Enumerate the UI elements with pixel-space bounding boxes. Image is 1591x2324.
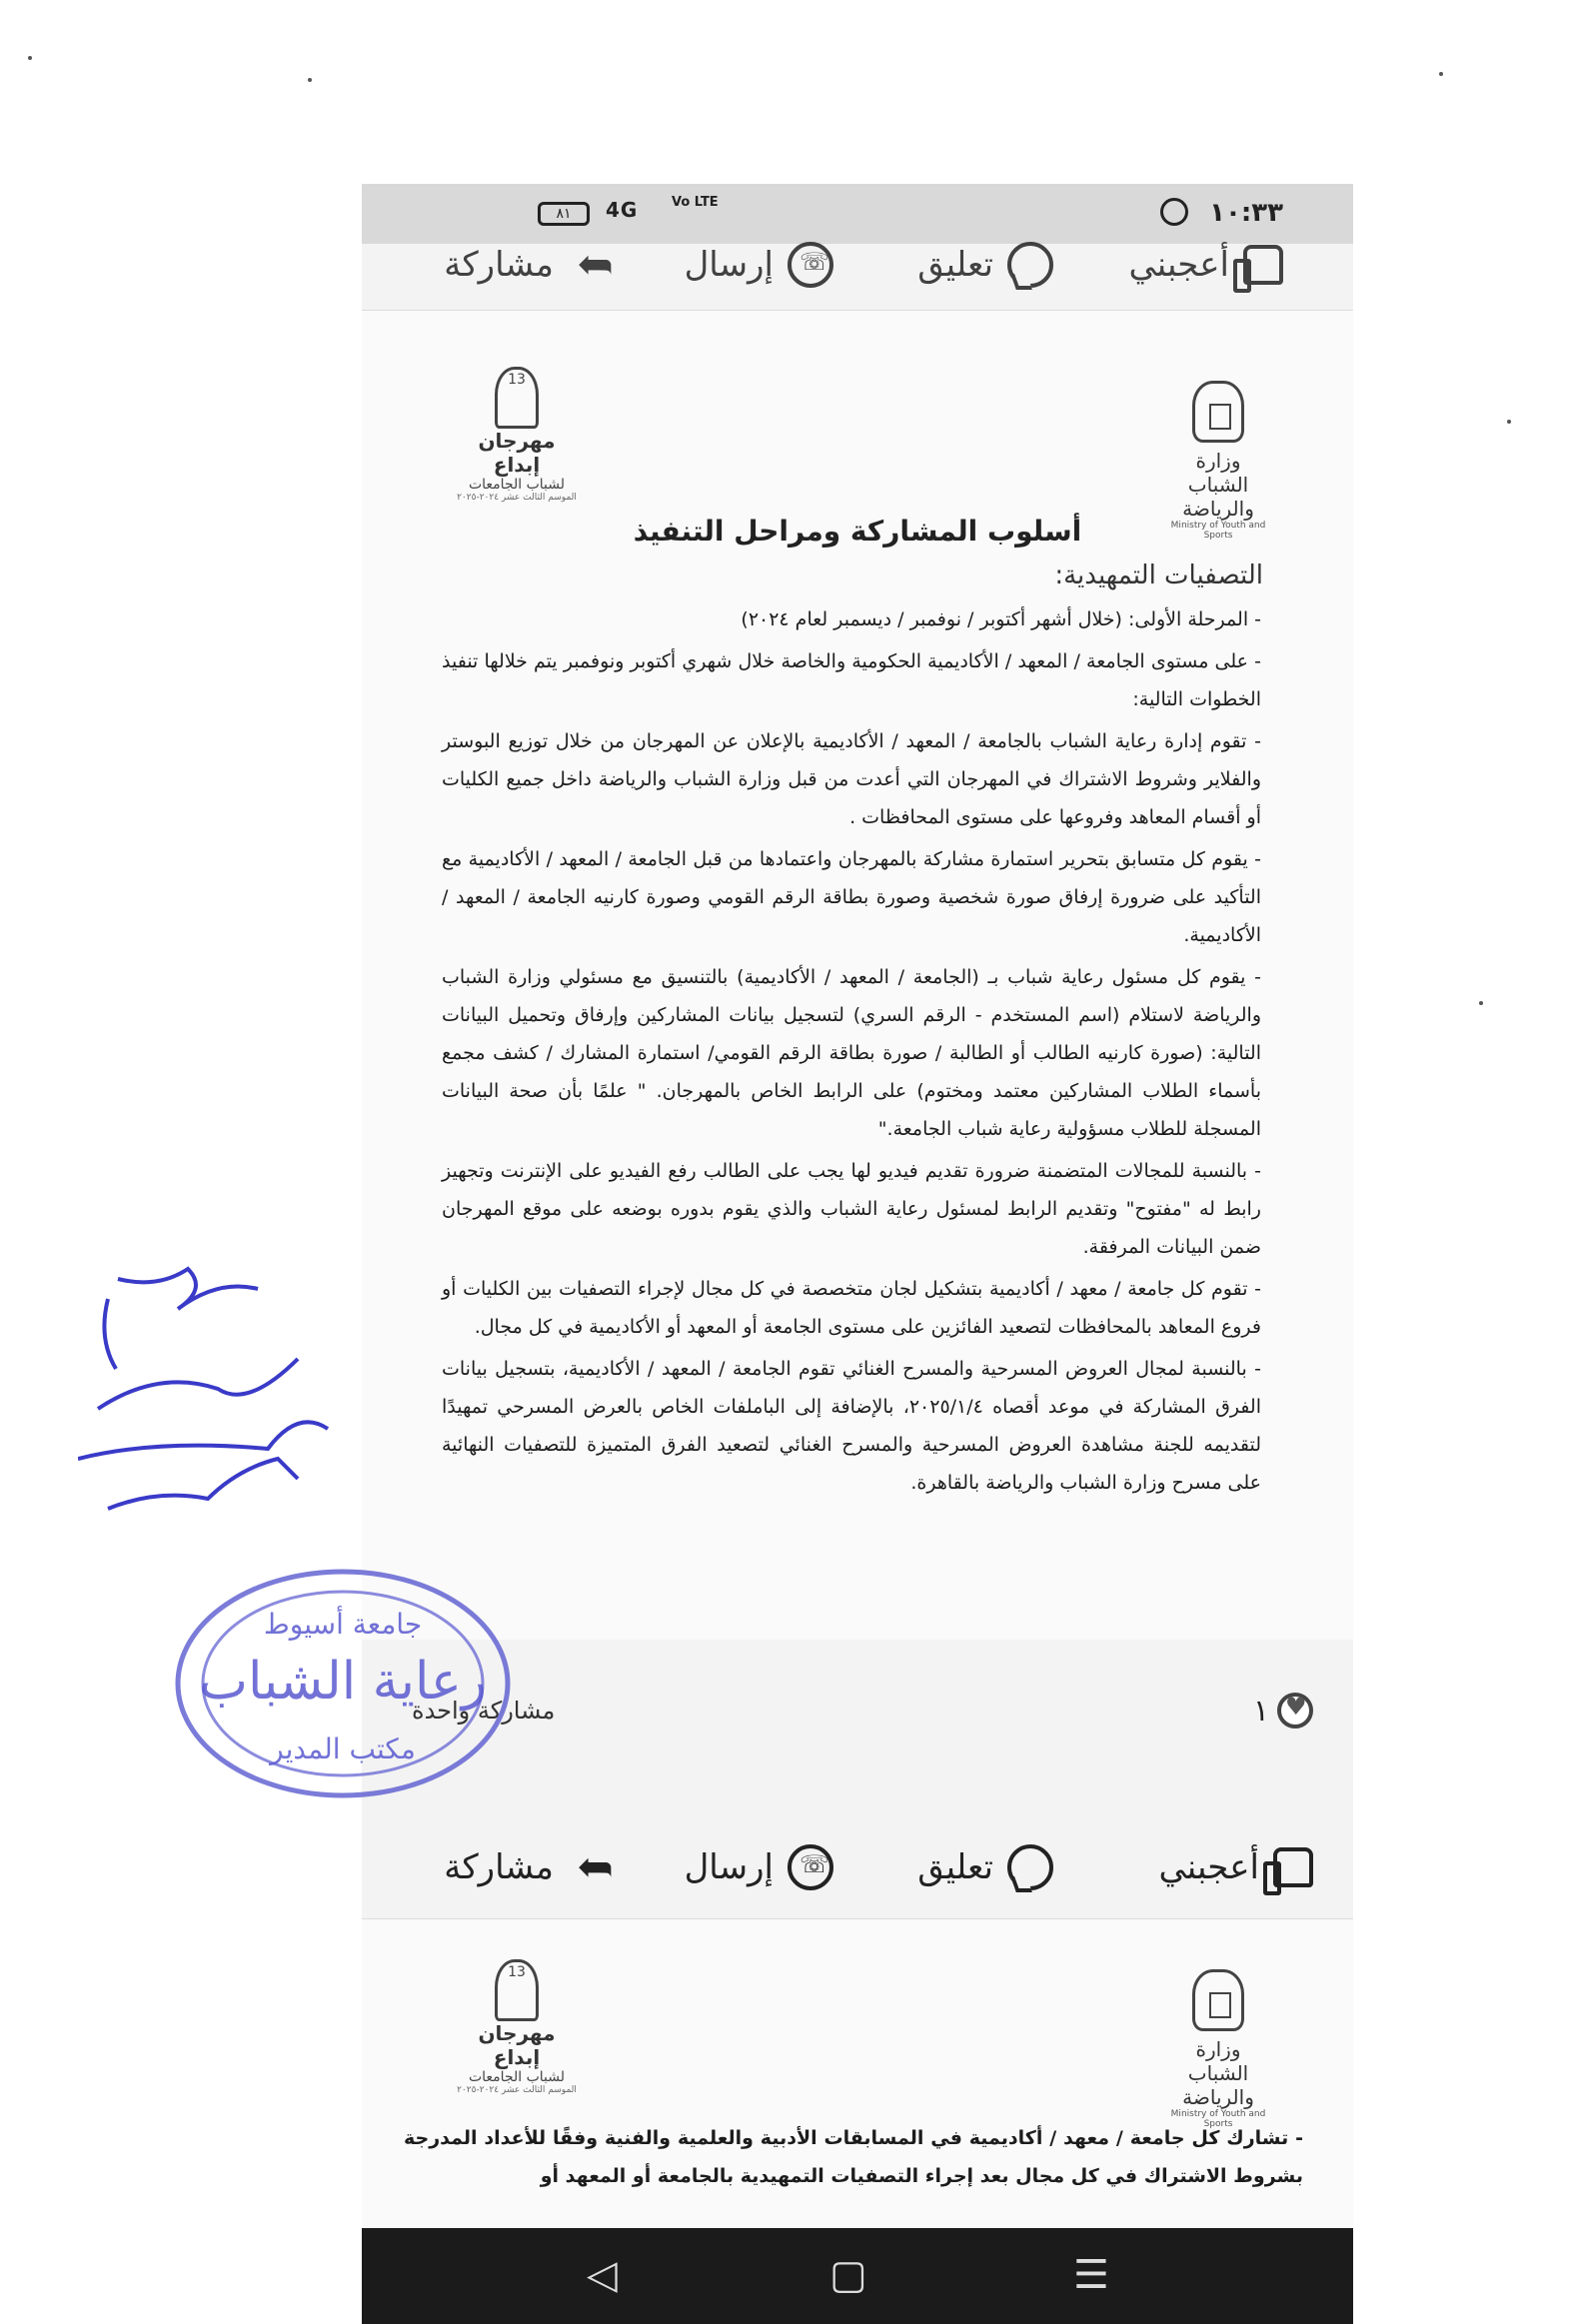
festival-logo	[452, 1959, 582, 2095]
document-title: أسلوب المشاركة ومراحل التنفيذ	[633, 515, 1082, 548]
handwritten-signature	[78, 1259, 338, 1589]
like-count: ١	[1252, 1693, 1269, 1729]
reaction-count[interactable]	[1253, 1693, 1313, 1729]
festival-subtitle: لشباب الجامعات	[468, 477, 566, 493]
scan-speck	[1479, 1001, 1483, 1005]
svg-text:جامعة أسيوط: جامعة أسيوط	[263, 1608, 423, 1641]
festival-logo	[452, 367, 582, 503]
scan-speck	[28, 56, 32, 60]
document-body	[442, 600, 1261, 1506]
comment-label: تعليق	[917, 1847, 993, 1887]
svg-text:رعاية الشباب: رعاية الشباب	[198, 1652, 488, 1712]
post-image-card[interactable]	[362, 310, 1353, 1640]
festival-season: الموسم الثالث عشر ٢٠٢٤-٢٠٢٥	[457, 493, 577, 503]
ministry-name-en: Ministry of Youth and Sports	[1170, 521, 1266, 541]
signal-icon: 4G	[606, 198, 639, 222]
scan-speck	[308, 78, 312, 82]
festival-name: مهرجان إبداع	[478, 429, 556, 477]
paragraph: - على مستوى الجامعة / المعهد / الأكاديمية الحكومية والخاصة خلال شهري أكتوبر ونوفمبر يتم خلالها تنفيذ الخطوات التالية:	[442, 650, 1261, 710]
battery-icon: ٨١	[538, 202, 590, 226]
festival-subtitle: لشباب الجامعات	[468, 2069, 566, 2085]
festival-name: مهرجان إبداع	[478, 2021, 556, 2069]
phone-screenshot	[362, 184, 1353, 2324]
document-body-2	[404, 2119, 1303, 2199]
paragraph: - يقوم كل متسابق بتحرير استمارة مشاركة بالمهرجان واعتمادها من قبل الجامعة / المعهد / الأكاديمية مع التأكيد على ضرورة إرفاق صورة شخصية وصورة بطاقة الرقم القومي وصورة كارنيه الجامعة / المعهد / الأكاديمية.	[442, 848, 1261, 946]
festival-season: الموسم الثالث عشر ٢٠٢٤-٢٠٢٥	[457, 2085, 577, 2095]
android-nav-bar	[362, 2228, 1353, 2324]
share-label: مشاركة	[444, 1847, 554, 1887]
ministry-name: وزارة الشباب والرياضة	[1182, 2037, 1254, 2109]
comment-button[interactable]	[917, 1832, 1053, 1902]
paragraph: - بالنسبة للمجالات المتضمنة ضرورة تقديم فيديو لها يجب على الطالب رفع الفيديو على الإنترنت وتجهيز رابط له "مفتوح" وتقديم الرابط لمسئول رعاية الشباب والذي يقوم بدوره بوضعه على موقع المهرجان ضمن البيانات المرفقة.	[442, 1160, 1261, 1258]
share-button[interactable]	[444, 1832, 614, 1902]
home-icon[interactable]: ▢	[829, 2252, 867, 2298]
ministry-name-en: Ministry of Youth and Sports	[1170, 2109, 1266, 2129]
ministry-name: وزارة الشباب والرياضة	[1182, 449, 1254, 521]
eagle-emblem-icon	[1192, 1969, 1244, 2031]
paragraph: - المرحلة الأولى: (خلال أشهر أكتوبر / نوفمبر / ديسمبر لعام ٢٠٢٤)	[741, 608, 1261, 630]
paragraph: - بالنسبة لمجال العروض المسرحية والمسرح الغنائي تقوم الجامعة / المعهد / الأكاديمية، بتسجيل بيانات الفرق المشاركة في موعد أقصاه ٢٠٢٥/١/٤، بالإضافة إلى الباملفات الخاص بالعرض المسرحي تمهيدًا لتقديمه للجنة مشاهدة العروض المسرحية والمسرح الغنائي لتصعيد الفرق المتميزة للتصفيات النهائية على مسرح وزارة الشباب والرياضة بالقاهرة.	[442, 1358, 1261, 1494]
back-icon[interactable]: ◁	[587, 2252, 618, 2298]
ministry-logo	[1163, 1969, 1273, 2129]
university-stamp	[168, 1559, 518, 1808]
comment-button-top[interactable]	[917, 230, 1053, 300]
send-button[interactable]	[685, 1832, 833, 1902]
thumbs-up-icon	[1273, 1847, 1313, 1887]
send-label: إرسال	[684, 1847, 774, 1887]
svg-text:مكتب المدير: مكتب المدير	[270, 1733, 416, 1765]
festival-badge-icon: 13	[495, 1959, 539, 2021]
volte-icon: Vo LTE	[672, 195, 719, 210]
share-button-top[interactable]	[444, 230, 614, 300]
section-heading: التصفيات التمهيدية:	[1054, 561, 1263, 590]
paragraph: - تقوم إدارة رعاية الشباب بالجامعة / المعهد / الأكاديمية بالإعلان عن المهرجان من خلال توزيع البوستر والفلاير وشروط الاشتراك في المهرجان التي أعدت من قبل وزارة الشباب والرياضة داخل جميع الكليات أو أقسام المعاهد وفروعها على مستوى المحافظات .	[442, 730, 1261, 828]
like-button[interactable]	[1158, 1832, 1313, 1902]
comment-label: تعليق	[917, 245, 993, 285]
festival-badge-icon: 13	[495, 367, 539, 429]
post-image-card-2[interactable]	[362, 1918, 1353, 2249]
paragraph: - تشارك كل جامعة / معهد / أكاديمية في المسابقات الأدبية والعلمية والفنية وفقًا للأعداد المدرجة بشروط الاشتراك في كل مجال بعد إجراء التصفيات التمهيدية بالجامعة أو المعهد أو	[404, 2127, 1303, 2187]
thumbs-up-icon	[1243, 245, 1283, 285]
heart-icon	[1277, 1693, 1313, 1729]
whatsapp-icon	[788, 1844, 833, 1890]
whatsapp-notification-icon	[1160, 198, 1188, 226]
share-icon	[568, 242, 614, 288]
paragraph: - تقوم كل جامعة / معهد / أكاديمية بتشكيل لجان متخصصة في كل مجال لإجراء التصفيات بين الكليات أو فروع المعاهد بالمحافظات لتصعيد الفائزين على مستوى الجامعة أو المعهد أو الأكاديمية في كل مجال.	[442, 1278, 1261, 1338]
comment-icon	[1007, 242, 1053, 288]
like-label: أعجبني	[1128, 245, 1229, 285]
share-icon	[568, 1844, 614, 1890]
send-button-top[interactable]	[685, 230, 833, 300]
scan-speck	[1439, 72, 1443, 76]
whatsapp-icon	[788, 242, 833, 288]
shares-count[interactable]: مشاركة واحدة	[412, 1697, 556, 1725]
like-button-top[interactable]	[1128, 230, 1283, 300]
like-label: أعجبني	[1158, 1847, 1259, 1887]
status-time: ١٠:٣٣	[1209, 198, 1283, 228]
send-label: إرسال	[684, 245, 774, 285]
eagle-emblem-icon	[1192, 381, 1244, 443]
recents-icon[interactable]: ☰	[1073, 2252, 1109, 2298]
action-row	[362, 1832, 1353, 1902]
scan-speck	[1507, 420, 1511, 424]
paragraph: - يقوم كل مسئول رعاية شباب بـ (الجامعة / المعهد / الأكاديمية) بالتنسيق مع مسئولي وزارة الشباب والرياضة لاستلام (اسم المستخدم - الرقم السري) لتسجيل بيانات المشاركين وإرفاق وتحميل البيانات التالية: (صورة كارنيه الطالب أو الطالبة / صورة بطاقة الرقم القومي/ استمارة المشارك / كشف مجمع بأسماء الطلاب المشاركين معتمد ومختوم) على الرابط الخاص بالمهرجان. " علمًا بأن صحة البيانات المسجلة للطلاب مسؤولية رعاية شباب الجامعة."	[442, 966, 1261, 1140]
action-row-top	[362, 230, 1353, 300]
share-label: مشاركة	[444, 245, 554, 285]
comment-icon	[1007, 1844, 1053, 1890]
